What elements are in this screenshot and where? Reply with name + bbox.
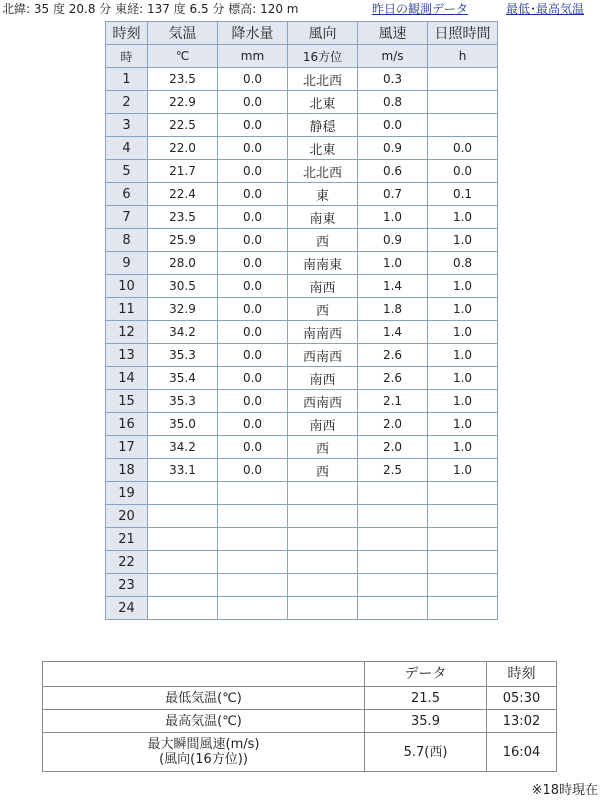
header-sunshine: 日照時間	[428, 22, 498, 45]
cell-sunshine: 0.0	[428, 160, 498, 183]
cell-precipitation	[218, 597, 288, 620]
cell-precipitation: 0.0	[218, 160, 288, 183]
cell-hour: 21	[106, 528, 148, 551]
cell-hour: 15	[106, 390, 148, 413]
summary-label-line: (風向(16方位))	[159, 752, 248, 767]
cell-wind-speed: 0.8	[358, 91, 428, 114]
cell-wind-direction: 静穏	[288, 114, 358, 137]
table-row	[106, 459, 498, 482]
cell-hour: 5	[106, 160, 148, 183]
cell-temperature: 35.3	[148, 344, 218, 367]
cell-hour: 2	[106, 91, 148, 114]
cell-wind-speed: 2.6	[358, 344, 428, 367]
station-coordinates: 北緯: 35 度 20.8 分 東経: 137 度 6.5 分 標高: 120 m	[2, 2, 299, 16]
table-row	[106, 275, 498, 298]
table-row	[106, 505, 498, 528]
cell-wind-speed: 1.0	[358, 206, 428, 229]
header-time: 時刻	[106, 22, 148, 45]
cell-hour: 16	[106, 413, 148, 436]
cell-precipitation: 0.0	[218, 459, 288, 482]
header-temperature: 気温	[148, 22, 218, 45]
cell-precipitation: 0.0	[218, 91, 288, 114]
cell-hour: 6	[106, 183, 148, 206]
cell-wind-speed	[358, 528, 428, 551]
cell-precipitation: 0.0	[218, 436, 288, 459]
cell-precipitation: 0.0	[218, 206, 288, 229]
cell-sunshine: 1.0	[428, 459, 498, 482]
cell-wind-direction	[288, 551, 358, 574]
cell-wind-direction: 西	[288, 298, 358, 321]
cell-sunshine: 1.0	[428, 321, 498, 344]
cell-precipitation: 0.0	[218, 68, 288, 91]
summary-header-time: 時刻	[487, 662, 557, 687]
table-row	[106, 91, 498, 114]
cell-precipitation	[218, 482, 288, 505]
summary-label-line: 最低気温(℃)	[165, 690, 242, 706]
cell-temperature: 35.3	[148, 390, 218, 413]
table-row	[106, 528, 498, 551]
table-row	[106, 344, 498, 367]
cell-wind-direction: 南南西	[288, 321, 358, 344]
cell-sunshine: 0.1	[428, 183, 498, 206]
cell-wind-speed: 0.7	[358, 183, 428, 206]
cell-wind-speed: 1.4	[358, 275, 428, 298]
cell-wind-direction: 北北西	[288, 68, 358, 91]
cell-temperature: 34.2	[148, 321, 218, 344]
table-row	[106, 137, 498, 160]
cell-temperature: 35.0	[148, 413, 218, 436]
cell-hour: 3	[106, 114, 148, 137]
cell-temperature: 22.4	[148, 183, 218, 206]
cell-precipitation: 0.0	[218, 229, 288, 252]
cell-sunshine	[428, 551, 498, 574]
cell-wind-speed: 0.6	[358, 160, 428, 183]
cell-hour: 22	[106, 551, 148, 574]
cell-hour: 11	[106, 298, 148, 321]
cell-hour: 7	[106, 206, 148, 229]
cell-precipitation: 0.0	[218, 321, 288, 344]
cell-temperature: 35.4	[148, 367, 218, 390]
summary-label	[43, 687, 365, 710]
cell-sunshine	[428, 114, 498, 137]
header-wind-speed: 風速	[358, 22, 428, 45]
daily-summary-table	[42, 661, 557, 772]
cell-hour: 12	[106, 321, 148, 344]
min-max-temperature-link[interactable]: 最低･最高気温	[506, 2, 585, 16]
cell-wind-direction: 西南西	[288, 390, 358, 413]
table-row	[106, 436, 498, 459]
cell-wind-speed: 1.0	[358, 252, 428, 275]
header-precipitation: 降水量	[218, 22, 288, 45]
cell-hour: 14	[106, 367, 148, 390]
table-row	[106, 298, 498, 321]
cell-sunshine	[428, 574, 498, 597]
cell-wind-direction	[288, 528, 358, 551]
cell-hour: 4	[106, 137, 148, 160]
hourly-header-row	[106, 22, 498, 45]
cell-sunshine: 1.0	[428, 275, 498, 298]
table-row	[106, 206, 498, 229]
summary-time: 05:30	[487, 687, 557, 710]
unit-temperature: ℃	[148, 45, 218, 68]
table-row	[106, 321, 498, 344]
summary-header-row	[43, 662, 557, 687]
cell-wind-speed: 0.9	[358, 137, 428, 160]
cell-wind-direction	[288, 482, 358, 505]
cell-temperature	[148, 551, 218, 574]
unit-wind-speed: m/s	[358, 45, 428, 68]
cell-hour: 1	[106, 68, 148, 91]
cell-sunshine	[428, 68, 498, 91]
cell-sunshine	[428, 91, 498, 114]
header-wind-direction: 風向	[288, 22, 358, 45]
table-row	[106, 183, 498, 206]
table-row	[106, 482, 498, 505]
cell-precipitation: 0.0	[218, 252, 288, 275]
cell-wind-direction: 西	[288, 436, 358, 459]
max-gust-row	[43, 733, 557, 772]
unit-wind-direction: 16方位	[288, 45, 358, 68]
summary-value: 5.7(西)	[365, 733, 487, 772]
cell-hour: 19	[106, 482, 148, 505]
summary-value: 35.9	[365, 710, 487, 733]
hourly-observation-table	[105, 21, 498, 620]
table-row	[106, 597, 498, 620]
cell-sunshine: 1.0	[428, 390, 498, 413]
cell-hour: 18	[106, 459, 148, 482]
cell-wind-speed	[358, 482, 428, 505]
cell-precipitation: 0.0	[218, 114, 288, 137]
cell-temperature: 30.5	[148, 275, 218, 298]
cell-wind-speed: 2.0	[358, 413, 428, 436]
cell-precipitation: 0.0	[218, 275, 288, 298]
cell-sunshine: 0.0	[428, 137, 498, 160]
cell-precipitation: 0.0	[218, 298, 288, 321]
cell-hour: 24	[106, 597, 148, 620]
cell-precipitation: 0.0	[218, 413, 288, 436]
summary-header-item	[43, 662, 365, 687]
summary-label	[43, 710, 365, 733]
cell-wind-speed	[358, 551, 428, 574]
cell-hour: 20	[106, 505, 148, 528]
cell-precipitation: 0.0	[218, 390, 288, 413]
station-info-bar	[2, 1, 599, 17]
max-temperature-row	[43, 710, 557, 733]
cell-wind-speed	[358, 574, 428, 597]
cell-hour: 9	[106, 252, 148, 275]
cell-sunshine	[428, 505, 498, 528]
cell-wind-direction: 北北西	[288, 160, 358, 183]
cell-sunshine: 1.0	[428, 206, 498, 229]
summary-time: 13:02	[487, 710, 557, 733]
cell-wind-direction	[288, 505, 358, 528]
cell-wind-direction: 西	[288, 459, 358, 482]
cell-sunshine	[428, 597, 498, 620]
cell-wind-direction	[288, 574, 358, 597]
cell-wind-speed: 2.5	[358, 459, 428, 482]
table-row	[106, 551, 498, 574]
cell-temperature: 25.9	[148, 229, 218, 252]
cell-temperature: 23.5	[148, 206, 218, 229]
cell-wind-direction: 西南西	[288, 344, 358, 367]
cell-precipitation: 0.0	[218, 367, 288, 390]
cell-temperature	[148, 574, 218, 597]
cell-wind-speed: 2.0	[358, 436, 428, 459]
cell-wind-speed: 1.4	[358, 321, 428, 344]
cell-wind-speed: 0.0	[358, 114, 428, 137]
cell-sunshine	[428, 482, 498, 505]
cell-temperature: 23.5	[148, 68, 218, 91]
summary-header-data: データ	[365, 662, 487, 687]
cell-wind-direction: 北東	[288, 91, 358, 114]
cell-temperature: 34.2	[148, 436, 218, 459]
cell-temperature: 21.7	[148, 160, 218, 183]
cell-hour: 17	[106, 436, 148, 459]
table-row	[106, 574, 498, 597]
cell-wind-speed	[358, 597, 428, 620]
cell-sunshine: 1.0	[428, 367, 498, 390]
cell-temperature: 22.0	[148, 137, 218, 160]
cell-temperature: 22.9	[148, 91, 218, 114]
cell-wind-speed: 2.1	[358, 390, 428, 413]
cell-temperature	[148, 505, 218, 528]
cell-temperature: 28.0	[148, 252, 218, 275]
cell-wind-direction: 南東	[288, 206, 358, 229]
cell-wind-direction: 北東	[288, 137, 358, 160]
cell-hour: 8	[106, 229, 148, 252]
unit-sunshine: h	[428, 45, 498, 68]
table-row	[106, 367, 498, 390]
cell-hour: 10	[106, 275, 148, 298]
cell-temperature	[148, 528, 218, 551]
cell-wind-direction: 西	[288, 229, 358, 252]
cell-precipitation	[218, 551, 288, 574]
cell-precipitation: 0.0	[218, 183, 288, 206]
cell-wind-direction: 南南東	[288, 252, 358, 275]
table-row	[106, 229, 498, 252]
summary-time: 16:04	[487, 733, 557, 772]
cell-wind-direction: 南西	[288, 367, 358, 390]
cell-temperature	[148, 597, 218, 620]
cell-wind-direction: 南西	[288, 413, 358, 436]
hourly-table-body	[106, 68, 498, 620]
table-row	[106, 160, 498, 183]
cell-wind-direction: 南西	[288, 275, 358, 298]
cell-temperature: 32.9	[148, 298, 218, 321]
cell-wind-direction	[288, 597, 358, 620]
hourly-units-row	[106, 45, 498, 68]
summary-label-line: 最大瞬間風速(m/s)	[147, 737, 260, 752]
cell-temperature	[148, 482, 218, 505]
cell-hour: 23	[106, 574, 148, 597]
cell-precipitation	[218, 528, 288, 551]
cell-wind-speed: 1.8	[358, 298, 428, 321]
cell-precipitation: 0.0	[218, 344, 288, 367]
cell-wind-speed: 0.9	[358, 229, 428, 252]
cell-precipitation	[218, 574, 288, 597]
table-row	[106, 413, 498, 436]
cell-wind-speed: 0.3	[358, 68, 428, 91]
summary-label	[43, 733, 365, 772]
summary-value: 21.5	[365, 687, 487, 710]
table-row	[106, 252, 498, 275]
table-row	[106, 68, 498, 91]
summary-table-body	[43, 687, 557, 772]
cell-sunshine: 0.8	[428, 252, 498, 275]
cell-temperature: 22.5	[148, 114, 218, 137]
cell-temperature: 33.1	[148, 459, 218, 482]
cell-wind-direction: 東	[288, 183, 358, 206]
min-temperature-row	[43, 687, 557, 710]
cell-wind-speed: 2.6	[358, 367, 428, 390]
yesterday-data-link[interactable]: 昨日の観測データ	[372, 2, 469, 16]
unit-precipitation: mm	[218, 45, 288, 68]
cell-sunshine: 1.0	[428, 298, 498, 321]
unit-time: 時	[106, 45, 148, 68]
cell-sunshine: 1.0	[428, 344, 498, 367]
as-of-time-note: ※18時現在	[531, 783, 598, 798]
table-row	[106, 390, 498, 413]
cell-precipitation	[218, 505, 288, 528]
summary-label-line: 最高気温(℃)	[165, 713, 242, 729]
cell-wind-speed	[358, 505, 428, 528]
cell-sunshine	[428, 528, 498, 551]
cell-precipitation: 0.0	[218, 137, 288, 160]
cell-sunshine: 1.0	[428, 436, 498, 459]
cell-sunshine: 1.0	[428, 229, 498, 252]
table-row	[106, 114, 498, 137]
cell-hour: 13	[106, 344, 148, 367]
cell-sunshine: 1.0	[428, 413, 498, 436]
